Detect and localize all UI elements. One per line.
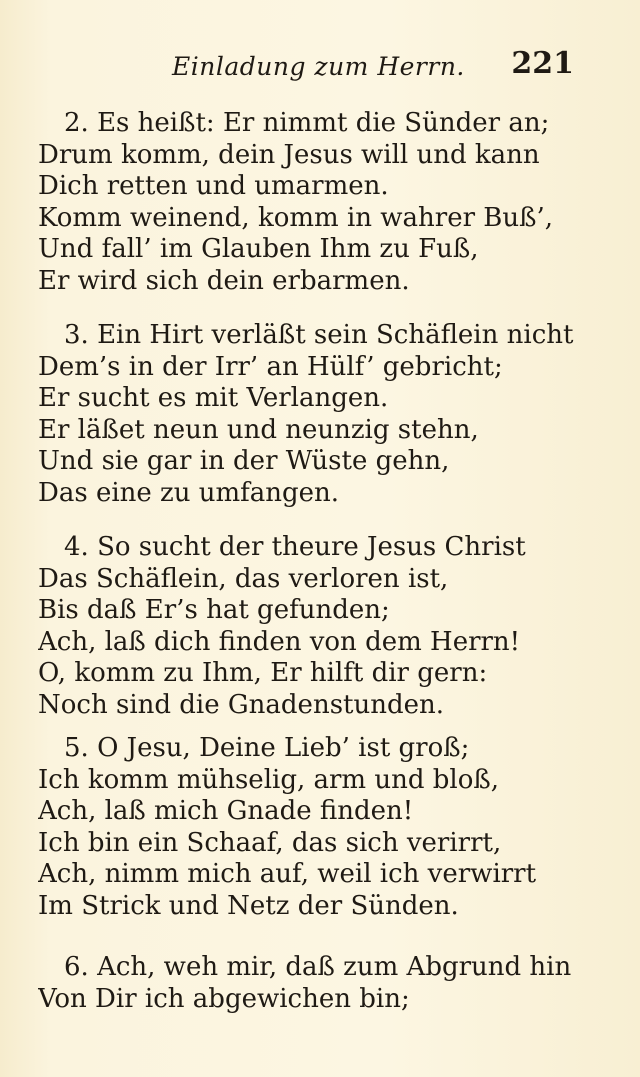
verse-line: O, komm zu Ihm, Er hilft dir gern:: [38, 658, 488, 688]
verse-line: Er sucht es mit Verlangen.: [38, 383, 389, 413]
page-number: 221: [511, 46, 574, 81]
verse-line: Er läßet neun und neunzig stehn,: [38, 414, 479, 445]
verse-line: Komm weinend, komm in wahrer Buß’,: [38, 202, 554, 233]
verse-line: 5. O Jesu, Deine Lieb’ ist groß;: [64, 733, 470, 763]
verse-line: Und fall’ im Glauben Ihm zu Fuß,: [38, 234, 479, 264]
verse-line: Bis daß Er’s hat gefunden;: [38, 595, 390, 625]
verse-line: Ach, laß dich finden von dem Herrn!: [38, 626, 521, 657]
stanza-5: [38, 733, 618, 922]
verse-line: Von Dir ich abgewichen bin;: [38, 983, 410, 1014]
verse-line: Und sie gar in der Wüste gehn,: [38, 446, 450, 476]
stanza-6: [38, 952, 618, 1015]
verse-line: Er wird sich dein erbarmen.: [38, 265, 410, 296]
verse-line: Ich komm mühselig, arm und bloß,: [38, 764, 499, 795]
verse-line: Das eine zu umfangen.: [38, 477, 340, 508]
running-title: Einladung zum Herrn.: [172, 52, 465, 81]
verse-line: Dem’s in der Irr’ an Hülf’ gebricht;: [38, 351, 503, 382]
verse-line: Drum komm, dein Jesus will und kann: [38, 139, 540, 170]
verse-line: Ach, laß mich Gnade finden!: [38, 796, 414, 826]
verse-line: Ach, nimm mich auf, weil ich verwirrt: [38, 859, 537, 889]
verse-line: 6. Ach, weh mir, daß zum Abgrund hin: [64, 952, 572, 982]
stanza-2: [38, 108, 618, 297]
verse-line: Ich bin ein Schaaf, das sich verirrt,: [38, 827, 502, 858]
stanza-3: [38, 320, 618, 509]
verse-line: 4. So sucht der theure Jesus Christ: [64, 532, 526, 562]
stanza-4: [38, 532, 618, 721]
verse-line: 2. Es heißt: Er nimmt die Sünder an;: [64, 108, 550, 138]
verse-line: 3. Ein Hirt verläßt sein Schäflein nicht: [64, 320, 574, 350]
verse-line: Im Strick und Netz der Sünden.: [38, 890, 459, 921]
verse-line: Dich retten und umarmen.: [38, 171, 389, 201]
verse-line: Das Schäflein, das verloren ist,: [38, 563, 449, 594]
verse-line: Noch sind die Gnadenstunden.: [38, 689, 445, 720]
